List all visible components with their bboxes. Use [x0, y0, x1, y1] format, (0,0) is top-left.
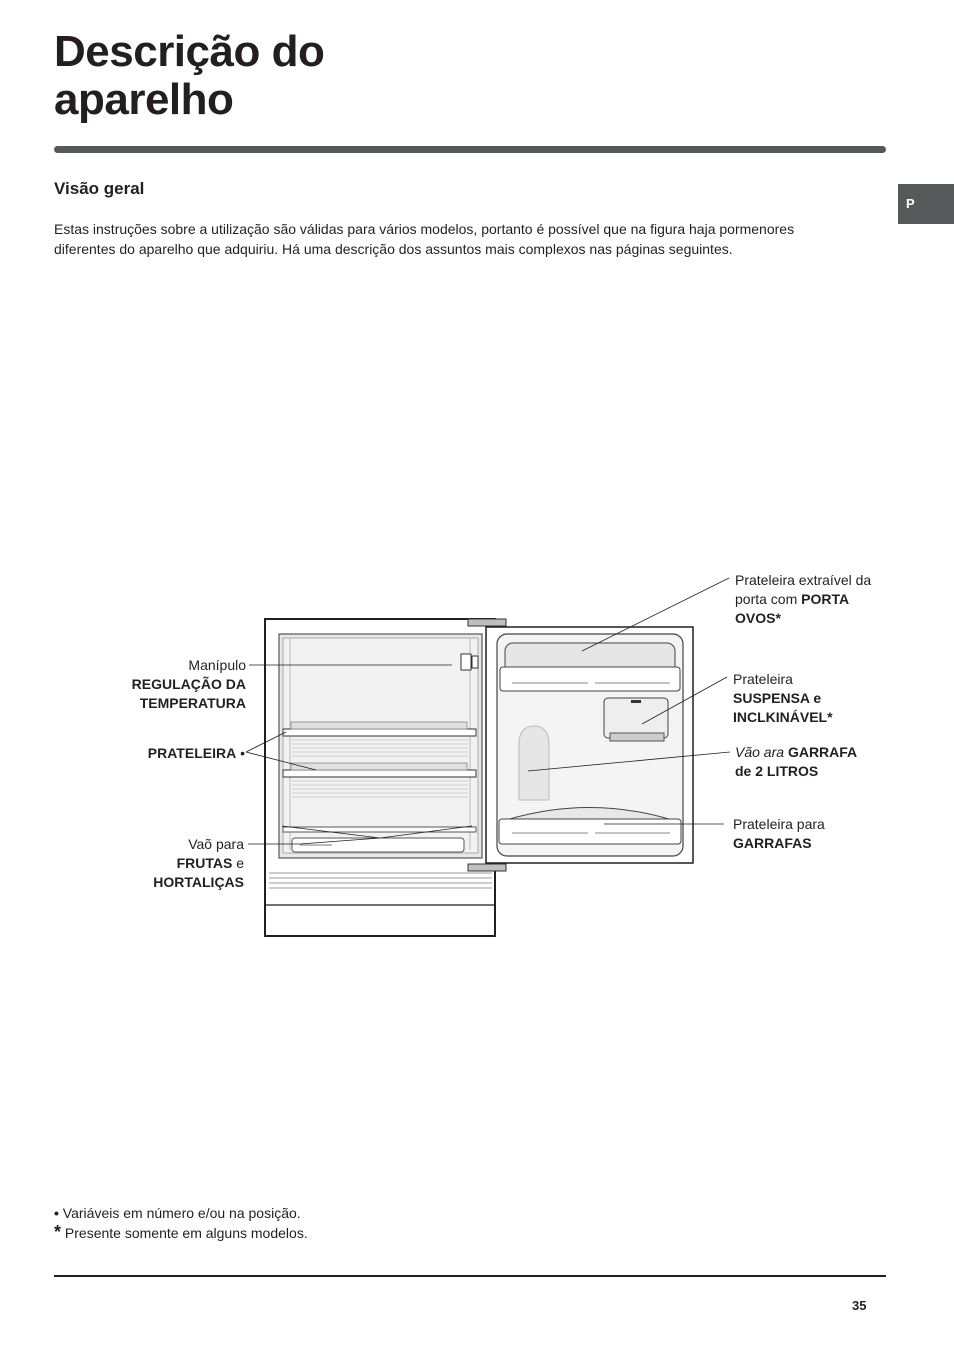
- fridge-cabinet: [265, 619, 506, 936]
- footnote-star-text: Presente somente em alguns modelos.: [64, 1225, 308, 1241]
- footnote-bullet-text: Variáveis em número e/ou na posição.: [62, 1205, 301, 1221]
- label-shelf: [100, 744, 245, 763]
- label-crisper-bold2: HORTALIÇAS: [153, 874, 244, 890]
- label-crisper-conj: e: [236, 855, 244, 871]
- label-temperature-knob-line1: Manípulo: [188, 657, 246, 673]
- label-bottle-space: [735, 743, 895, 781]
- fridge-door: [486, 627, 693, 863]
- label-suspended-shelf-line3: INCLKINÁVEL*: [733, 709, 833, 725]
- label-egg-shelf-line2-bold: PORTA: [801, 591, 850, 607]
- page-title-line-1: Descrição do: [54, 27, 325, 76]
- footnote-variable: [54, 1204, 308, 1223]
- page-title: [54, 28, 324, 124]
- intro-paragraph: Estas instruções sobre a utilização são válidas para vários modelos, portanto é possível que na figura haja pormenores diferentes do aparelho que adquiriu. Há uma descrição dos assuntos mais complexos nas páginas seguintes.: [54, 221, 795, 257]
- label-bottle-shelf-line1: Prateleira para: [733, 816, 825, 832]
- label-bottle-shelf: [733, 815, 893, 853]
- footnotes: [54, 1204, 308, 1243]
- label-temperature-knob-line3: TEMPERATURA: [139, 695, 246, 711]
- page-number: 35: [852, 1298, 867, 1313]
- language-tab: P: [898, 184, 954, 224]
- label-egg-shelf-line3: OVOS*: [735, 610, 781, 626]
- label-bottle-space-italic: Vão ara: [735, 744, 785, 760]
- footnote-star-symbol: *: [54, 1222, 62, 1242]
- footnote-bullet-symbol: •: [54, 1205, 59, 1221]
- label-egg-shelf-line2-pre: porta com: [735, 591, 798, 607]
- label-suspended-shelf-line2: SUSPENSA e: [733, 690, 822, 706]
- label-shelf-text: PRATELEIRA: [147, 745, 237, 761]
- label-crisper-line1: Vaõ para: [188, 836, 244, 852]
- label-temperature-knob: [100, 656, 246, 713]
- footnote-optional: [54, 1223, 308, 1243]
- label-egg-shelf: [735, 571, 895, 628]
- label-shelf-bullet: •: [240, 745, 245, 761]
- label-bottle-space-bold2: de 2 LITROS: [735, 763, 819, 779]
- label-suspended-shelf: [733, 670, 893, 727]
- page-title-line-2: aparelho: [54, 75, 234, 124]
- label-bottle-space-bold1: GARRAFA: [787, 744, 858, 760]
- label-crisper: [100, 835, 244, 892]
- label-bottle-shelf-line2: GARRAFAS: [733, 835, 812, 851]
- label-crisper-bold1: FRUTAS: [176, 855, 233, 871]
- label-suspended-shelf-line1: Prateleira: [733, 671, 793, 687]
- label-temperature-knob-line2: REGULAÇÃO DA: [131, 676, 246, 692]
- footer-divider: [54, 1275, 886, 1277]
- title-divider: [54, 146, 886, 153]
- label-egg-shelf-line1: Prateleira extraível da: [735, 572, 872, 588]
- section-heading: Visão geral: [54, 179, 145, 198]
